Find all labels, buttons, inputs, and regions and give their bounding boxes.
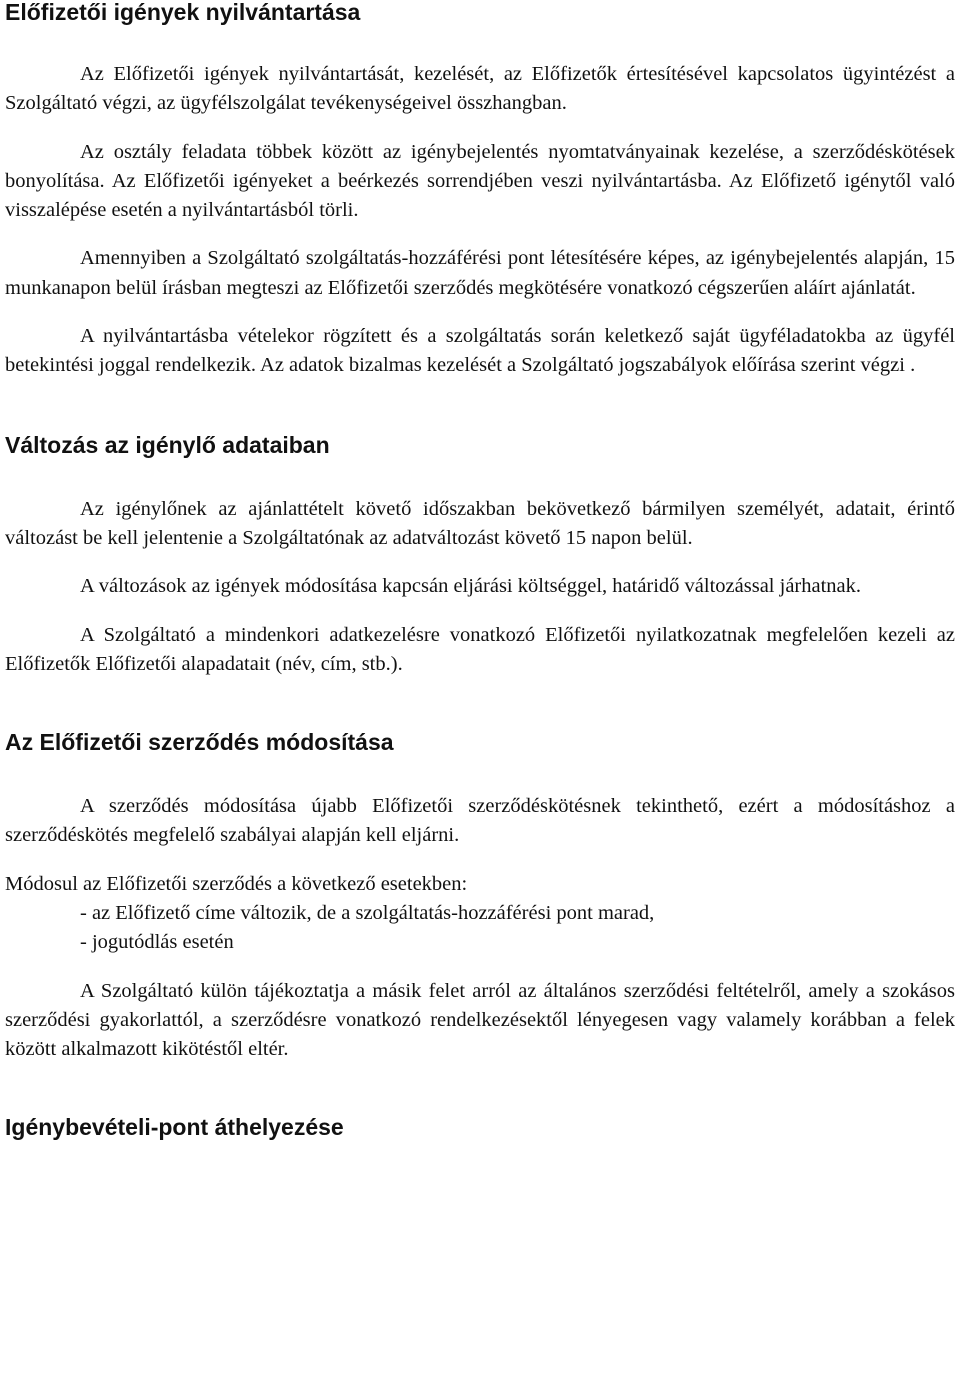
- section-heading-subscriber-requests: Előfizetői igények nyilvántartása: [5, 0, 361, 25]
- paragraph: A nyilvántartásba vételekor rögzített és a szolgáltatás során keletkező saját ügyféladatokba az ügyfél betekintési joggal rendelkezik. Az adatok bizalmas kezelését a Szolgáltató jogszabályok előírása szerint végzi .: [5, 325, 955, 377]
- paragraph: A Szolgáltató a mindenkori adatkezelésre vonatkozó Előfizetői nyilatkozatnak megfelelően kezeli az Előfizetők Előfizetői alapadatait (név, cím, stb.).: [5, 623, 955, 675]
- paragraph: Amennyiben a Szolgáltató szolgáltatás-hozzáférési pont létesítésére képes, az igénybejelentés alapján, 15 munkanapon belül írásban megteszi az Előfizetői szerződés megkötésére vonatkozó cégszerűen aláírt ajánlatát.: [5, 247, 955, 299]
- list-item: - az Előfizető címe változik, de a szolgáltatás-hozzáférési pont marad,: [80, 902, 655, 925]
- list-intro: Módosul az Előfizetői szerződés a következő esetekben:: [5, 872, 468, 895]
- section-heading-usage-point-relocation: Igénybevételi-pont áthelyezése: [5, 1113, 344, 1140]
- paragraph: Az Előfizetői igények nyilvántartását, kezelését, az Előfizetők értesítésével kapcsolatos ügyintézést a Szolgáltató végzi, az ügyfélszolgálat tevékenységeivel összhangban.: [5, 63, 955, 115]
- section-heading-contract-modification: Az Előfizetői szerződés módosítása: [5, 729, 394, 756]
- paragraph: A változások az igények módosítása kapcsán eljárási költséggel, határidő változással járhatnak.: [80, 575, 862, 598]
- section-heading-applicant-data-change: Változás az igénylő adataiban: [5, 431, 330, 458]
- paragraph: Az osztály feladata többek között az igénybejelentés nyomtatványainak kezelése, a szerződéskötések bonyolítása. Az Előfizetői igényeket a beérkezés sorrendjében veszi nyilvántartásba. Az Előfizető igénytől való visszalépése esetén a nyilvántartásból törli.: [5, 140, 955, 222]
- document-page: [5, 0, 955, 1141]
- paragraph: A Szolgáltató külön tájékoztatja a másik felet arról az általános szerződési feltételről, amely a szokásos szerződési gyakorlattól, a szerződésre vonatkozó rendelkezésektől lényegesen vagy valamely korábban a felek között alkalmazott kikötéstől eltér.: [5, 979, 955, 1061]
- paragraph: Az igénylőnek az ajánlattételt követő időszakban bekövetkező bármilyen személyét, adatait, érintő változást be kell jelentenie a Szolgáltatónak az adatváltozást követő 15 napon belül.: [5, 497, 955, 549]
- list-item: - jogutódlás esetén: [80, 931, 234, 954]
- modification-cases: [5, 870, 955, 958]
- paragraph: A szerződés módosítása újabb Előfizetői szerződéskötésnek tekinthető, ezért a módosításhoz a szerződéskötés megfelelő szabályai alapján kell eljárni.: [5, 795, 955, 847]
